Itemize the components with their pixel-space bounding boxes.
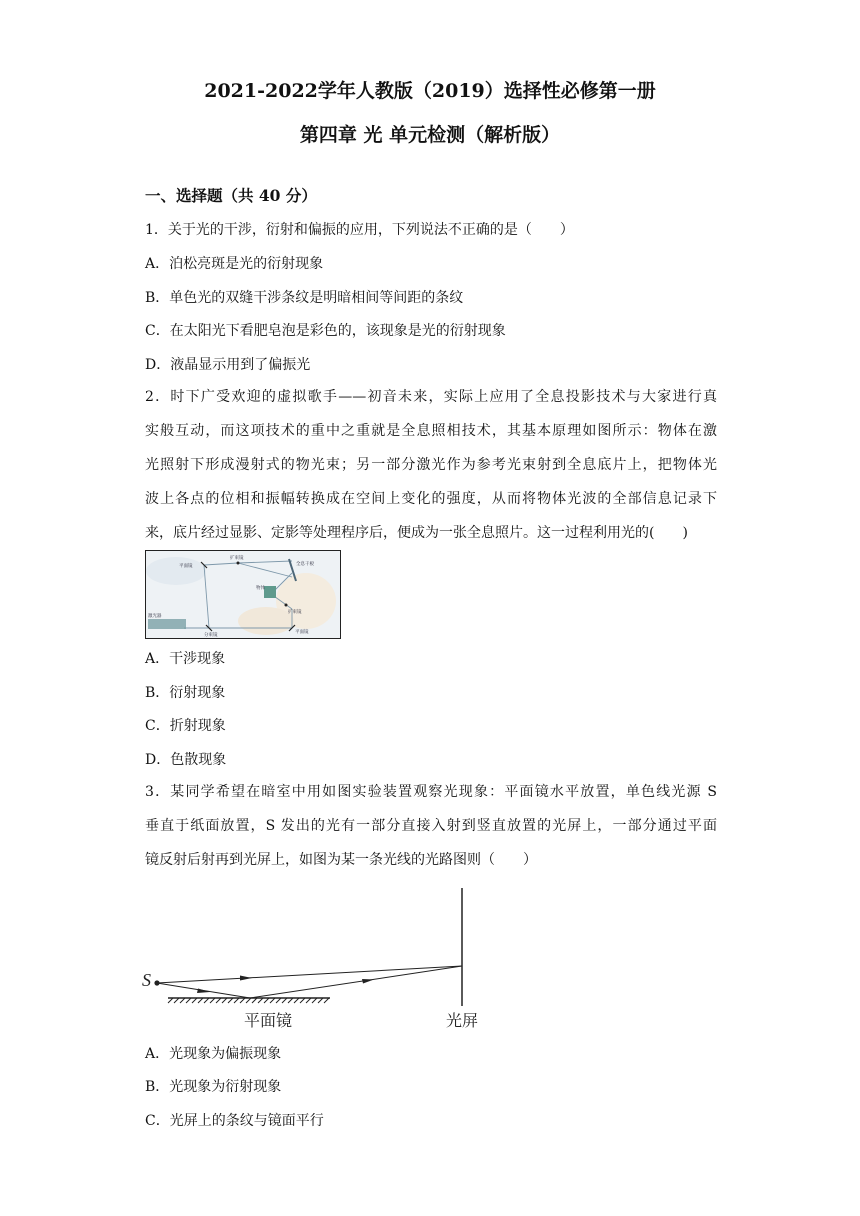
q3-option-a: A．光现象为偏振现象 (145, 1046, 282, 1062)
q3-option-b: B．光现象为衍射现象 (145, 1079, 282, 1095)
q3-stem-line: 3．某同学希望在暗室中用如图实验装置观察光现象：平面镜水平放置，单色线光源 S (145, 784, 717, 800)
q3-option-c: C．光屏上的条纹与镜面平行 (145, 1113, 324, 1129)
q2-stem-line: 2．时下广受欢迎的虚拟歌手——初音未来，实际上应用了全息投影技术与大家进行真 (145, 389, 717, 405)
holography-figure (145, 550, 341, 639)
light-path-figure (140, 882, 500, 1032)
fig-label: 全息干板 (296, 562, 314, 567)
q2-stem (145, 380, 717, 550)
fig-label: 平面镜 (295, 630, 309, 635)
fig-label: 物体 (256, 586, 265, 591)
q2-stem-line: 波上各点的位相和振幅转换成在空间上变化的强度，从而将物体光波的全部信息记录下 (145, 491, 717, 507)
q2-option-a: A．干涉现象 (145, 651, 226, 667)
screen-label: 光屏 (446, 1011, 479, 1030)
mirror-label: 平面镜 (244, 1011, 293, 1030)
q2-option-c: C．折射现象 (145, 718, 226, 734)
q2-option-b: B．衍射现象 (145, 685, 226, 701)
q3-stem-line: 镜反射后射再到光屏上，如图为某一条光线的光路图则（ ） (145, 852, 537, 868)
source-label: S (142, 970, 151, 990)
fig-label: 扩束镜 (230, 556, 244, 561)
q2-stem-line: 实般互动，而这项技术的重中之重就是全息照相技术，其基本原理如图所示：物体在激 (145, 423, 717, 439)
q3-stem (145, 775, 717, 877)
fig-label: 激光器 (148, 614, 162, 619)
page-title-line-1: 2021-2022学年人教版（2019）选择性必修第一册 (204, 80, 656, 102)
fig-label: 分束镜 (204, 633, 218, 638)
q1-option-a: A．泊松亮斑是光的衍射现象 (145, 256, 324, 272)
fig-label: 平面镜 (179, 564, 193, 569)
q2-stem-line: 光照射下形成漫射式的物光束；另一部分激光作为参考光束射到全息底片上，把物体光 (145, 457, 717, 473)
fig-label: 扩束镜 (288, 610, 302, 615)
section-heading: 一、选择题（共 40 分） (145, 186, 317, 205)
page-title-line-2: 第四章 光 单元检测（解析版） (299, 124, 561, 146)
q2-stem-line: 来，底片经过显影、定影等处理程序后，便成为一张全息照片。这一过程利用光的( ) (145, 525, 688, 541)
q3-stem-line: 垂直于纸面放置，S 发出的光有一部分直接入射到竖直放置的光屏上，一部分通过平面 (145, 818, 717, 834)
q1-option-d: D．液晶显示用到了偏振光 (145, 357, 311, 373)
q2-option-d: D．色散现象 (145, 752, 227, 768)
q1-stem: 1．关于光的干涉，衍射和偏振的应用，下列说法不正确的是（ ） (145, 222, 574, 238)
q1-option-c: C．在太阳光下看肥皂泡是彩色的，该现象是光的衍射现象 (145, 323, 506, 339)
q1-option-b: B．单色光的双缝干涉条纹是明暗相间等间距的条纹 (145, 290, 464, 306)
